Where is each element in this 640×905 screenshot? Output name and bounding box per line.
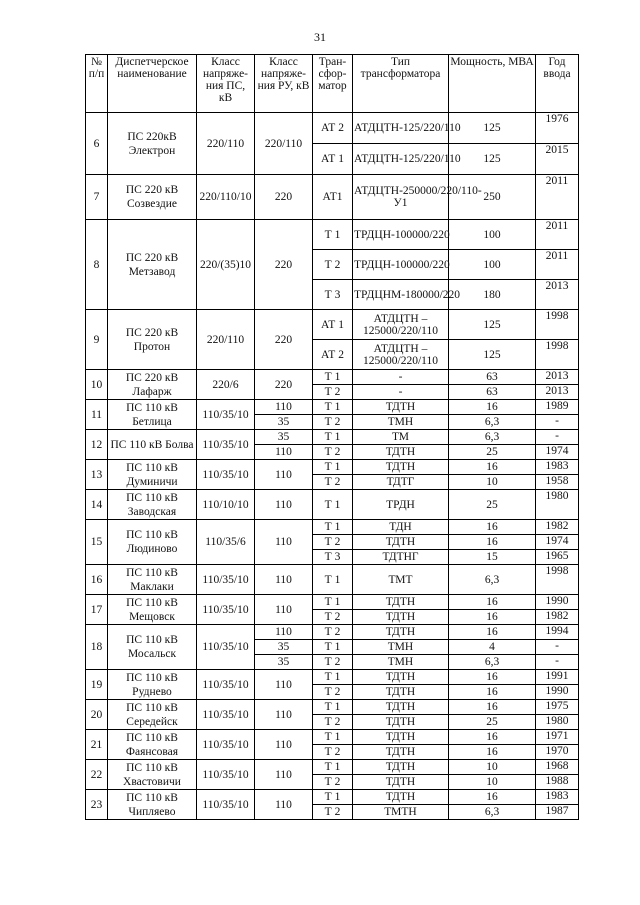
transformer-cell: Т 1 [313,520,353,535]
row-number-cell: 15 [86,520,108,565]
power-cell: 4 [449,640,536,655]
transformer-cell: Т 2 [313,625,353,640]
year-cell: 1987 [536,805,579,820]
transformer-type-cell: ТДТН [353,625,449,640]
table-row [86,625,579,640]
power-cell: 125 [449,340,536,370]
power-cell: 16 [449,625,536,640]
transformer-cell: АТ 1 [313,310,353,340]
ps-voltage-cell: 110/35/10 [197,595,255,625]
power-cell: 16 [449,400,536,415]
ru-voltage-cell: 110 [255,670,313,700]
transformer-type-cell: АТДЦТН-250000/220/110-У1 [353,175,449,220]
year-cell: 1988 [536,775,579,790]
transformer-type-cell: ТРДН [353,490,449,520]
year-cell: 1989 [536,400,579,415]
row-number-cell: 20 [86,700,108,730]
power-cell: 25 [449,490,536,520]
ru-voltage-cell: 110 [255,490,313,520]
transformer-type-cell: ТМТН [353,805,449,820]
substation-name-cell: ПС 110 кВ Руднево [108,670,197,700]
transformer-cell: Т 1 [313,700,353,715]
year-cell: 1998 [536,565,579,595]
transformer-cell: Т 2 [313,715,353,730]
substation-name-cell: ПС 220 кВ Протон [108,310,197,370]
year-cell: 1991 [536,670,579,685]
transformer-cell: Т 1 [313,370,353,385]
ps-voltage-cell: 220/6 [197,370,255,400]
row-number-cell: 19 [86,670,108,700]
row-number-cell: 11 [86,400,108,430]
table-row [86,670,579,685]
ps-voltage-cell: 110/10/10 [197,490,255,520]
ru-voltage-cell: 35 [255,430,313,445]
year-cell: 1998 [536,340,579,370]
transformer-type-cell: ТДТН [353,730,449,745]
ps-voltage-cell: 110/35/6 [197,520,255,565]
power-cell: 180 [449,280,536,310]
row-number-cell: 8 [86,220,108,310]
transformer-cell: Т 2 [313,610,353,625]
ps-voltage-cell: 110/35/10 [197,430,255,460]
power-cell: 16 [449,535,536,550]
table-row [86,310,579,340]
transformer-cell: Т 2 [313,775,353,790]
row-number-cell: 14 [86,490,108,520]
substation-name-cell: ПС 110 кВ Бетлица [108,400,197,430]
ru-voltage-cell: 110 [255,565,313,595]
ru-voltage-cell: 110 [255,460,313,490]
transformer-cell: Т 1 [313,220,353,250]
ru-voltage-cell: 220 [255,175,313,220]
substation-name-cell: ПС 220 кВ Метзавод [108,220,197,310]
ru-voltage-cell: 220 [255,370,313,400]
ru-voltage-cell: 110 [255,730,313,760]
power-cell: 6,3 [449,415,536,430]
ps-voltage-cell: 110/35/10 [197,670,255,700]
transformer-cell: Т 1 [313,565,353,595]
transformer-type-cell: АТДЦТН – 125000/220/110 [353,340,449,370]
ps-voltage-cell: 110/35/10 [197,760,255,790]
year-cell: 1982 [536,610,579,625]
ps-voltage-cell: 110/35/10 [197,790,255,820]
ps-voltage-cell: 110/35/10 [197,700,255,730]
power-cell: 25 [449,445,536,460]
year-cell: 1974 [536,445,579,460]
ps-voltage-cell: 220/110/10 [197,175,255,220]
header-transformer: Тран-сфор-матор [313,55,353,113]
ps-voltage-cell: 110/35/10 [197,460,255,490]
row-number-cell: 10 [86,370,108,400]
table-row [86,760,579,775]
substation-name-cell: ПС 110 кВ Хвастовичи [108,760,197,790]
ru-voltage-cell: 110 [255,520,313,565]
row-number-cell: 16 [86,565,108,595]
substation-name-cell: ПС 110 кВ Заводская [108,490,197,520]
power-cell: 25 [449,715,536,730]
substation-name-cell: ПС 110 кВ Чипляево [108,790,197,820]
transformer-cell: Т 1 [313,460,353,475]
year-cell: 2015 [536,144,579,175]
table-row [86,460,579,475]
substation-name-cell: ПС 110 кВ Фаянсовая [108,730,197,760]
year-cell: 1975 [536,700,579,715]
header-row [86,55,579,113]
ps-voltage-cell: 220/(35)10 [197,220,255,310]
table-row [86,430,579,445]
table-row [86,700,579,715]
power-cell: 16 [449,595,536,610]
transformer-type-cell: АТДЦТН-125/220/110 [353,113,449,144]
ru-voltage-cell: 220 [255,310,313,370]
transformer-type-cell: ТМН [353,415,449,430]
transformer-cell: АТ 2 [313,113,353,144]
transformer-cell: АТ1 [313,175,353,220]
transformer-cell: Т 2 [313,805,353,820]
transformer-type-cell: ТДТН [353,610,449,625]
table-row [86,370,579,385]
power-cell: 16 [449,460,536,475]
row-number-cell: 18 [86,625,108,670]
ru-voltage-cell: 220 [255,220,313,310]
table-row [86,175,579,220]
transformer-type-cell: - [353,385,449,400]
ps-voltage-cell: 110/35/10 [197,400,255,430]
year-cell: 2011 [536,220,579,250]
power-cell: 16 [449,745,536,760]
transformer-cell: Т 3 [313,280,353,310]
year-cell: 1982 [536,520,579,535]
power-cell: 6,3 [449,805,536,820]
ps-voltage-cell: 110/35/10 [197,565,255,595]
year-cell: 1970 [536,745,579,760]
ru-voltage-cell: 35 [255,640,313,655]
ru-voltage-cell: 110 [255,595,313,625]
substation-name-cell: ПС 110 кВ Думиничи [108,460,197,490]
table-row [86,730,579,745]
table-row [86,595,579,610]
transformer-type-cell: АТДЦТН – 125000/220/110 [353,310,449,340]
page-number: 31 [314,30,326,44]
transformer-type-cell: ТРДЦНМ-180000/220 [353,280,449,310]
transformer-type-cell: ТРДЦН-100000/220 [353,220,449,250]
ps-voltage-cell: 220/110 [197,113,255,175]
row-number-cell: 7 [86,175,108,220]
year-cell: 2013 [536,370,579,385]
year-cell: 1994 [536,625,579,640]
header-power: Мощность, МВА [449,55,536,113]
header-year: Год ввода [536,55,579,113]
header-num: № п/п [86,55,108,113]
transformer-cell: Т 1 [313,670,353,685]
transformer-cell: Т 3 [313,550,353,565]
power-cell: 250 [449,175,536,220]
transformer-cell: Т 1 [313,640,353,655]
row-number-cell: 13 [86,460,108,490]
transformer-type-cell: ТДТН [353,760,449,775]
header-ru-class: Класс напряже-ния РУ, кВ [255,55,313,113]
ru-voltage-cell: 110 [255,625,313,640]
table-row [86,113,579,144]
year-cell: 1971 [536,730,579,745]
year-cell: 1990 [536,595,579,610]
transformer-cell: Т 2 [313,655,353,670]
transformer-type-cell: - [353,370,449,385]
power-cell: 100 [449,220,536,250]
transformer-type-cell: ТДТН [353,670,449,685]
transformer-type-cell: ТДТН [353,745,449,760]
year-cell: 2011 [536,250,579,280]
power-cell: 125 [449,113,536,144]
table-row [86,565,579,595]
year-cell: 1974 [536,535,579,550]
transformer-cell: Т 1 [313,490,353,520]
year-cell: 1983 [536,790,579,805]
substation-name-cell: ПС 110 кВ Людиново [108,520,197,565]
transformer-type-cell: ТДТН [353,700,449,715]
transformer-cell: Т 1 [313,760,353,775]
substation-name-cell: ПС 110 кВ Середейск [108,700,197,730]
transformer-type-cell: ТДТН [353,775,449,790]
power-cell: 16 [449,670,536,685]
transformer-type-cell: ТМТ [353,565,449,595]
power-cell: 10 [449,775,536,790]
transformer-type-cell: ТДН [353,520,449,535]
transformer-type-cell: ТДТН [353,715,449,730]
ru-voltage-cell: 35 [255,415,313,430]
ru-voltage-cell: 110 [255,400,313,415]
year-cell: 1968 [536,760,579,775]
transformer-cell: Т 2 [313,475,353,490]
transformer-cell: Т 2 [313,535,353,550]
year-cell: 2013 [536,385,579,400]
power-cell: 63 [449,385,536,400]
power-cell: 125 [449,310,536,340]
transformer-type-cell: ТМН [353,640,449,655]
power-cell: 6,3 [449,430,536,445]
power-cell: 125 [449,144,536,175]
table-row [86,490,579,520]
power-cell: 10 [449,475,536,490]
transformer-table [85,54,579,820]
transformer-type-cell: ТДТН [353,685,449,700]
transformer-type-cell: ТМН [353,655,449,670]
transformer-cell: АТ 1 [313,144,353,175]
table-row [86,520,579,535]
transformer-type-cell: ТДТН [353,595,449,610]
transformer-type-cell: ТРДЦН-100000/220 [353,250,449,280]
row-number-cell: 9 [86,310,108,370]
year-cell: - [536,640,579,655]
transformer-cell: Т 2 [313,445,353,460]
transformer-cell: Т 1 [313,730,353,745]
ps-voltage-cell: 220/110 [197,310,255,370]
transformer-cell: Т 2 [313,385,353,400]
power-cell: 16 [449,610,536,625]
row-number-cell: 21 [86,730,108,760]
year-cell: 2013 [536,280,579,310]
power-cell: 16 [449,520,536,535]
substation-name-cell: ПС 220кВ Электрон [108,113,197,175]
power-cell: 6,3 [449,565,536,595]
ru-voltage-cell: 110 [255,445,313,460]
row-number-cell: 17 [86,595,108,625]
year-cell: 1980 [536,490,579,520]
header-name: Диспетчерское наименование [108,55,197,113]
ru-voltage-cell: 110 [255,700,313,730]
ru-voltage-cell: 220/110 [255,113,313,175]
transformer-cell: Т 1 [313,790,353,805]
row-number-cell: 12 [86,430,108,460]
transformer-cell: АТ 2 [313,340,353,370]
year-cell: 1980 [536,715,579,730]
substation-name-cell: ПС 220 кВ Лафарж [108,370,197,400]
table-row [86,400,579,415]
transformer-type-cell: ТДТГ [353,475,449,490]
transformer-cell: Т 2 [313,415,353,430]
year-cell: 1965 [536,550,579,565]
year-cell: 1983 [536,460,579,475]
year-cell: 1976 [536,113,579,144]
ps-voltage-cell: 110/35/10 [197,625,255,670]
row-number-cell: 23 [86,790,108,820]
power-cell: 16 [449,700,536,715]
year-cell: - [536,430,579,445]
transformer-cell: Т 1 [313,595,353,610]
transformer-type-cell: ТДТНГ [353,550,449,565]
year-cell: 1990 [536,685,579,700]
power-cell: 15 [449,550,536,565]
substation-name-cell: ПС 220 кВ Созвездие [108,175,197,220]
header-ps-class: Класс напряже-ния ПС, кВ [197,55,255,113]
power-cell: 16 [449,790,536,805]
power-cell: 16 [449,730,536,745]
year-cell: - [536,655,579,670]
row-number-cell: 22 [86,760,108,790]
ru-voltage-cell: 110 [255,760,313,790]
transformer-type-cell: ТДТН [353,460,449,475]
substation-name-cell: ПС 110 кВ Болва [108,430,197,460]
power-cell: 16 [449,685,536,700]
power-cell: 63 [449,370,536,385]
ru-voltage-cell: 110 [255,790,313,820]
transformer-type-cell: ТМ [353,430,449,445]
table-row [86,790,579,805]
substation-name-cell: ПС 110 кВ Маклаки [108,565,197,595]
transformer-type-cell: ТДТН [353,535,449,550]
power-cell: 6,3 [449,655,536,670]
transformer-type-cell: ТДТН [353,790,449,805]
power-cell: 100 [449,250,536,280]
transformer-cell: Т 2 [313,685,353,700]
transformer-cell: Т 1 [313,400,353,415]
transformer-cell: Т 2 [313,745,353,760]
year-cell: 1998 [536,310,579,340]
transformer-cell: Т 1 [313,430,353,445]
transformer-type-cell: АТДЦТН-125/220/110 [353,144,449,175]
header-type: Тип трансформатора [353,55,449,113]
power-cell: 10 [449,760,536,775]
substation-name-cell: ПС 110 кВ Мосальск [108,625,197,670]
year-cell: 1958 [536,475,579,490]
ps-voltage-cell: 110/35/10 [197,730,255,760]
year-cell: - [536,415,579,430]
substation-name-cell: ПС 110 кВ Мещовск [108,595,197,625]
table-row [86,220,579,250]
row-number-cell: 6 [86,113,108,175]
year-cell: 2011 [536,175,579,220]
transformer-cell: Т 2 [313,250,353,280]
table-body [86,113,579,820]
transformer-type-cell: ТДТН [353,400,449,415]
transformer-type-cell: ТДТН [353,445,449,460]
ru-voltage-cell: 35 [255,655,313,670]
